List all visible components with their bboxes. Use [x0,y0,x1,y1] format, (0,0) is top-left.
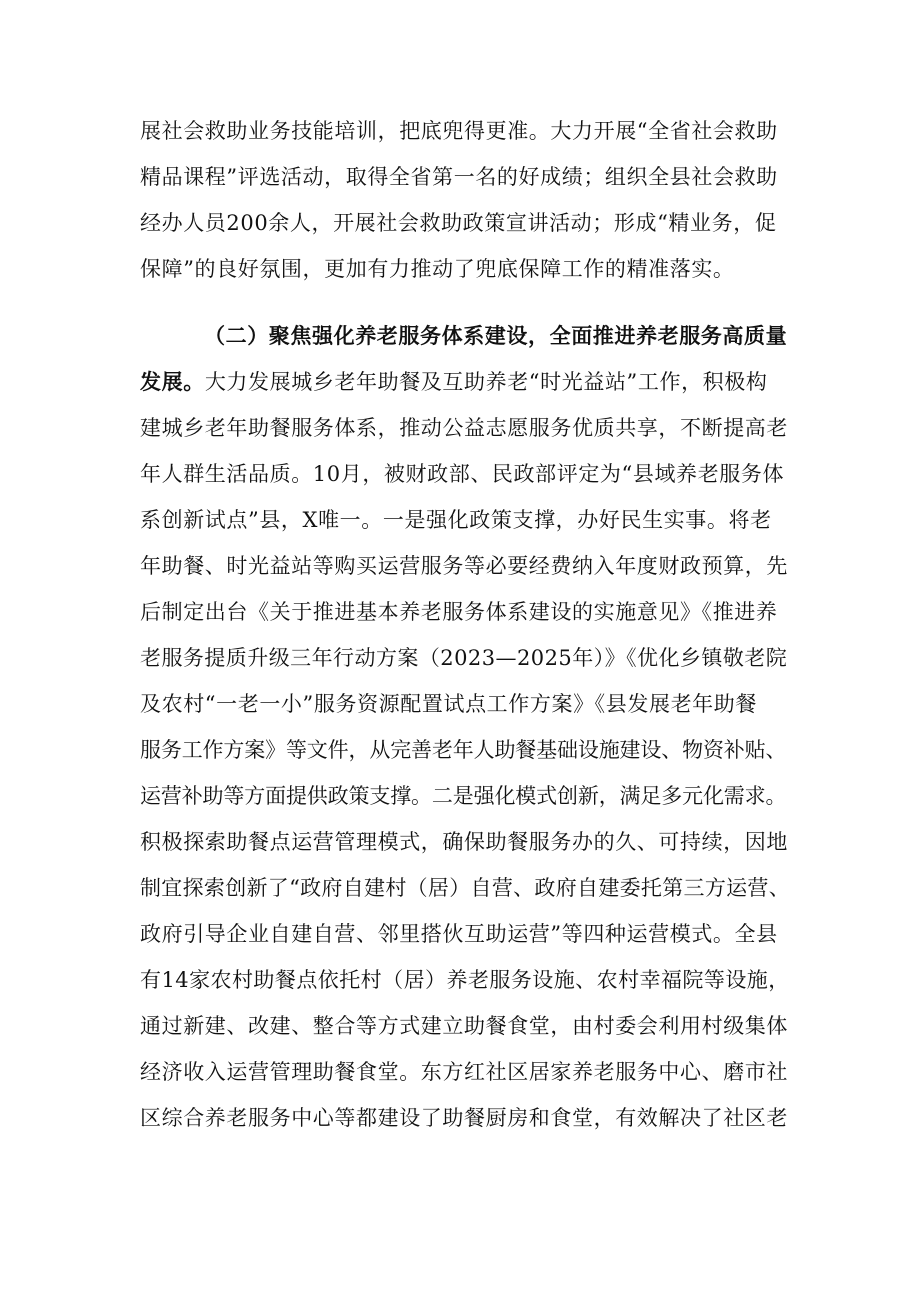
section-heading: （二）聚焦强化养老服务体系建设，全面推进养老服务高质量 [204,324,788,348]
paragraph-line: 年助餐、时光益站等购买运营服务等必要经费纳入年度财政预算，先 [140,554,788,578]
paragraph-line: 区综合养老服务中心等都建设了助餐厨房和食堂，有效解决了社区老 [140,1106,788,1130]
paragraph-line: 展社会救助业务技能培训，把底兜得更准。大力开展“全省社会救助 [140,119,778,143]
paragraph-line: 通过新建、改建、整合等方式建立助餐食堂，由村委会利用村级集体 [140,1014,788,1038]
paragraph-line: 服务工作方案》等文件，从完善老年人助餐基础设施建设、物资补贴、 [140,738,787,762]
paragraph-line: 制宜探索创新了“政府自建村（居）自营、政府自建委托第三方运营、 [140,876,791,900]
paragraph-line: 经办人员200余人，开展社会救助政策宣讲活动；形成“精业务，促 [140,211,777,235]
paragraph-line: 后制定出台《关于推进基本养老服务体系建设的实施意见》《推进养 [140,600,778,624]
paragraph-line: 保障”的良好氛围，更加有力推动了兜底保障工作的精准落实。 [140,257,735,281]
paragraph-line: 年人群生活品质。10月，被财政部、民政部评定为“县域养老服务体 [140,462,785,486]
paragraph-line: 系创新试点”县，X唯一。一是强化政策支撑，办好民生实事。将老 [140,508,772,532]
paragraph-line: 经济收入运营管理助餐食堂。东方红社区居家养老服务中心、磨市社 [140,1060,788,1084]
paragraph-line: 老服务提质升级三年行动方案（2023—2025年）》《优化乡镇敬老院 [140,646,788,670]
paragraph-line: 有14家农村助餐点依托村（居）养老服务设施、农村幸福院等设施， [140,968,790,992]
section-heading-end: 发展。 [140,370,205,394]
paragraph-line: 精品课程”评选活动，取得全省第一名的好成绩；组织全县社会救助 [140,165,778,189]
paragraph-line: 建城乡老年助餐服务体系，推动公益志愿服务优质共享，不断提高老 [140,416,788,440]
paragraph-line: 及农村“一老一小”服务资源配置试点工作方案》《县发展老年助餐 [140,692,757,716]
paragraph-line: 积极探索助餐点运营管理模式，确保助餐服务办的久、可持续，因地 [140,830,788,854]
paragraph-line: 政府引导企业自建自营、邻里搭伙互助运营”等四种运营模式。全县 [140,922,778,946]
paragraph-line [140,368,767,396]
paragraph-line: 运营补助等方面提供政策支撑。二是强化模式创新，满足多元化需求。 [140,784,787,808]
paragraph-text: 大力发展城乡老年助餐及互助养老“时光益站”工作，积极构 [204,370,768,394]
